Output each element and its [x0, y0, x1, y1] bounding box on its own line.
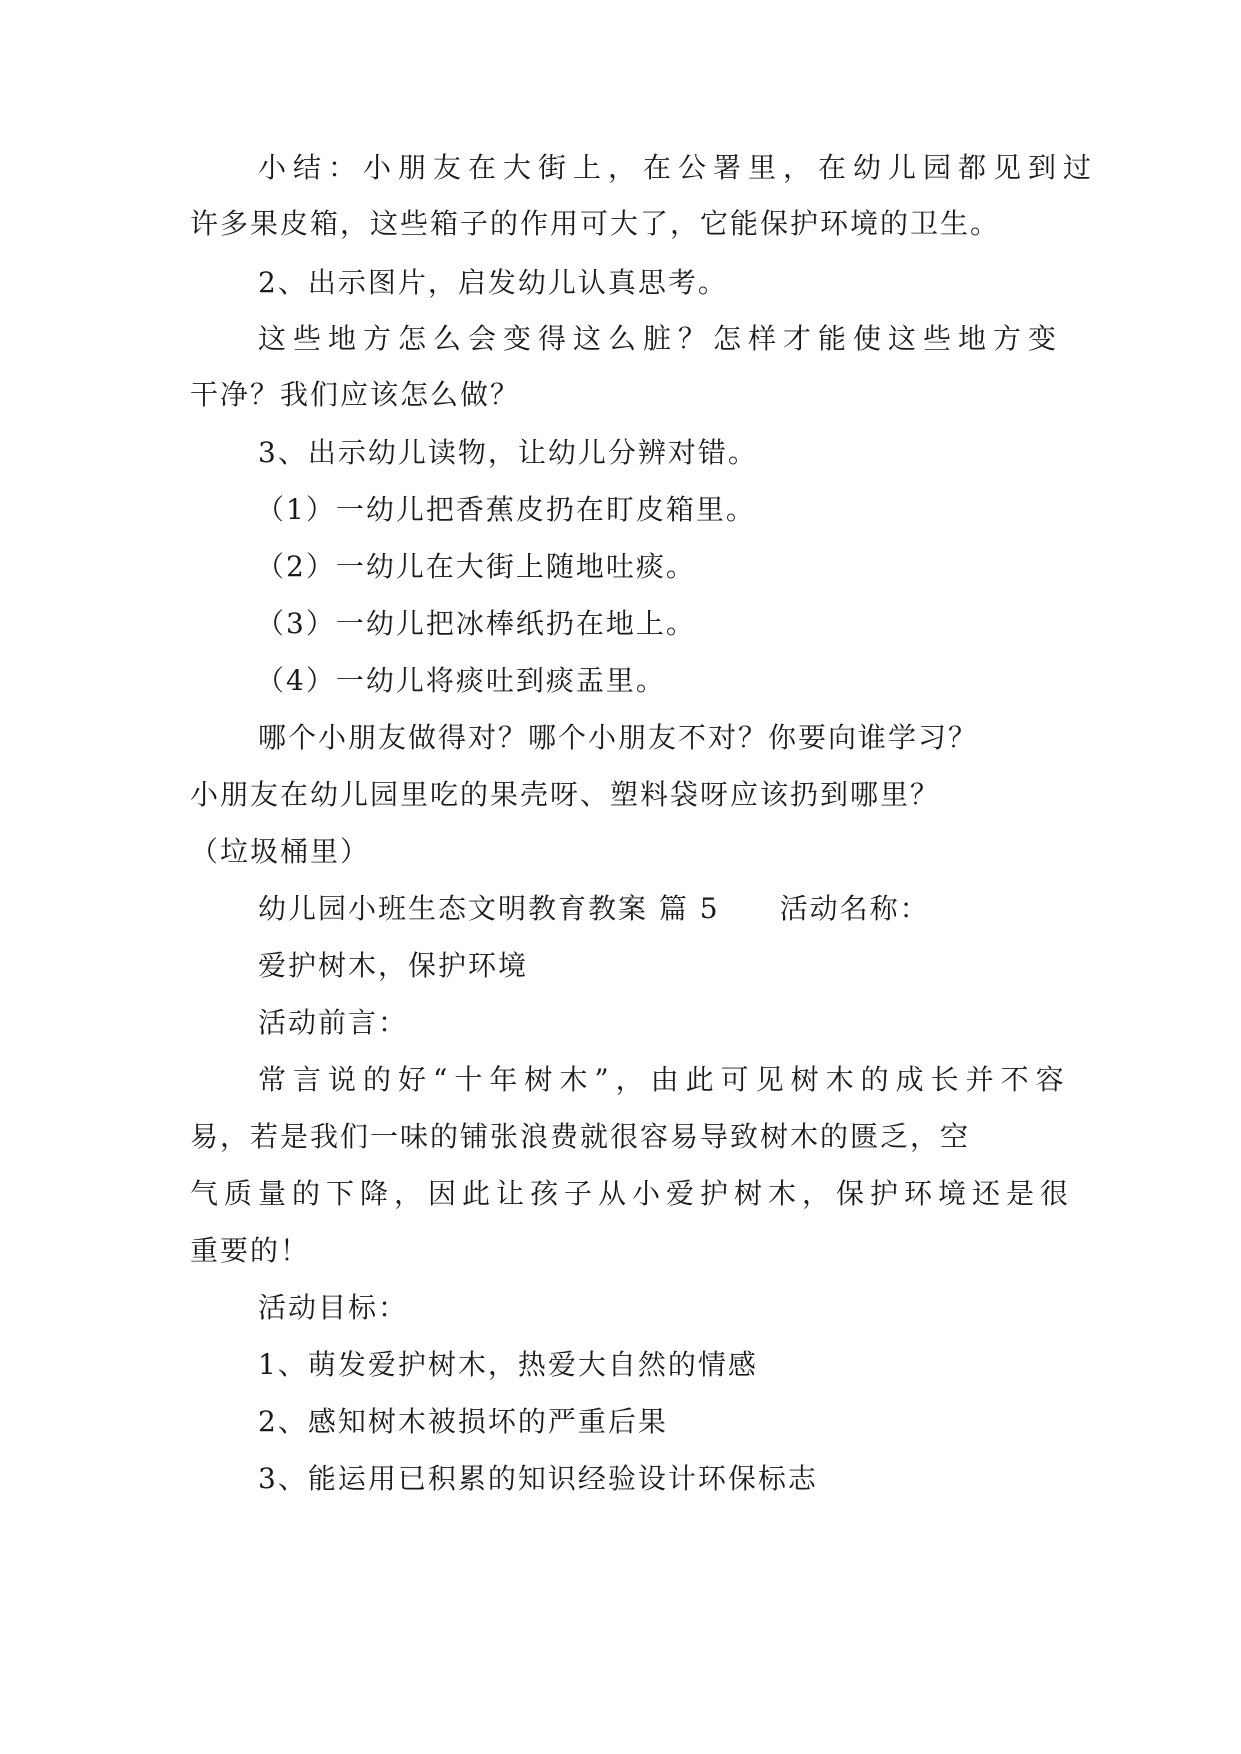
question-line-1: 这些地方怎么会变得这么脏？怎样才能使这些地方变	[258, 322, 1064, 355]
goal-item: 2、感知树木被损坏的严重后果	[258, 1405, 668, 1438]
preface-label: 活动前言：	[258, 1006, 409, 1039]
ask-line-3: （垃圾桶里）	[190, 835, 371, 868]
activity-name: 爱护树木，保护环境	[258, 949, 529, 982]
list-item: （4）一幼儿将痰吐到痰盂里。	[256, 664, 666, 697]
list-item: （1）一幼儿把香蕉皮扔在盯皮箱里。	[256, 493, 756, 526]
goal-item: 1、萌发爱护树木，热爱大自然的情感	[258, 1348, 758, 1381]
step-3-heading: 3、出示幼儿读物，让幼儿分辨对错。	[258, 436, 758, 469]
goals-label: 活动目标：	[258, 1291, 409, 1324]
list-item: （2）一幼儿在大街上随地吐痰。	[256, 550, 696, 583]
activity-name-label: 活动名称：	[779, 892, 930, 925]
step-2-heading: 2、出示图片，启发幼儿认真思考。	[258, 266, 728, 299]
preface-line-3: 气质量的下降，因此让孩子从小爱护树木，保护环境还是很	[190, 1177, 1075, 1210]
preface-line-4: 重要的！	[190, 1234, 311, 1267]
ask-line-2: 小朋友在幼儿园里吃的果壳呀、塑料袋呀应该扔到哪里？	[190, 778, 941, 811]
goal-item: 3、能运用已积累的知识经验设计环保标志	[258, 1462, 818, 1495]
summary-line-1: 小结：小朋友在大街上，在公署里，在幼儿园都见到过	[258, 151, 1099, 184]
preface-line-2: 易，若是我们一味的铺张浪费就很容易导致树木的匮乏，空	[190, 1120, 971, 1153]
section-title-row	[258, 889, 930, 929]
summary-line-2: 许多果皮箱，这些箱子的作用可大了，它能保护环境的卫生。	[190, 207, 1001, 240]
preface-line-1: 常言说的好“十年树木”，由此可见树木的成长并不容	[258, 1063, 1071, 1096]
list-item: （3）一幼儿把冰棒纸扔在地上。	[256, 607, 696, 640]
section-title: 幼儿园小班生态文明教育教案 篇 5	[258, 892, 720, 925]
question-line-2: 干净？我们应该怎么做？	[190, 378, 521, 411]
ask-line-1: 哪个小朋友做得对？哪个小朋友不对？你要向谁学习？	[258, 721, 979, 754]
